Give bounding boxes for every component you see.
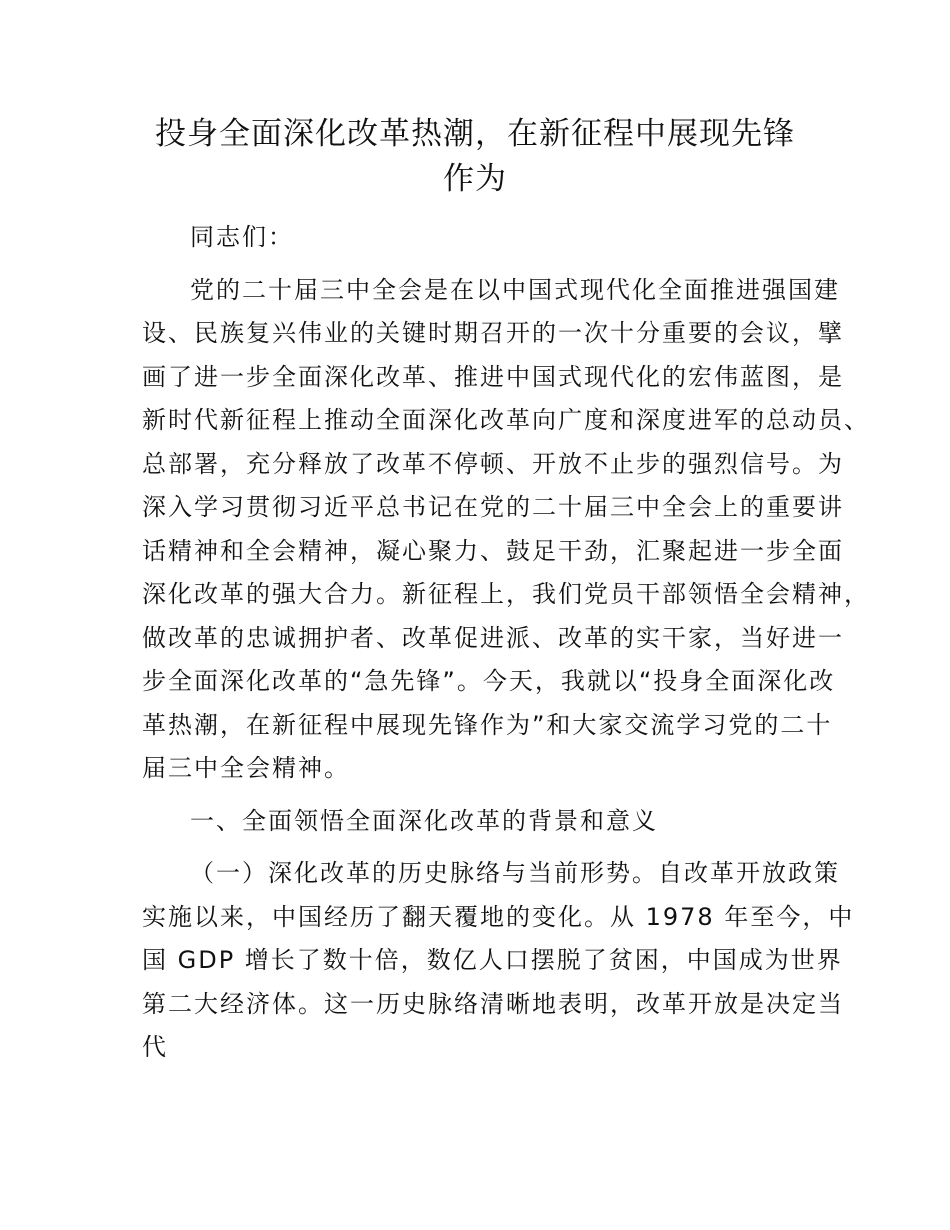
text-line: 革热潮，在新征程中展现先锋作为”和大家交流学习党的二十 [142, 710, 833, 739]
document-title [0, 112, 950, 202]
text-line: 代 [142, 1033, 168, 1061]
title-line: 作为 [443, 161, 507, 197]
text-line: 实施以来，中国经历了翻天覆地的变化。从 1978 年至今，中 [142, 902, 855, 931]
title-line: 投身全面深化改革热潮，在新征程中展现先锋 [155, 116, 795, 152]
section-heading [142, 800, 842, 844]
paragraph [142, 852, 855, 1070]
text-line: 一、全面领悟全面深化改革的背景和意义 [190, 806, 658, 835]
text-line: 新时代新征程上推动全面深化改革向广度和深度进军的总动员、 [142, 406, 870, 434]
text-line: 设、民族复兴伟业的关键时期召开的一次十分重要的会议，擘 [142, 319, 844, 347]
text-line: （一）深化改革的历史脉络与当前形势。自改革开放政策 [190, 859, 840, 887]
text-line: 国 GDP 增长了数十倍，数亿人口摆脱了贫困，中国成为世界 [142, 946, 843, 974]
text-line: 做改革的忠诚拥护者、改革促进派、改革的实干家，当好进一 [142, 623, 844, 652]
greeting-text: 同志们： [190, 223, 294, 251]
text-line: 深入学习贯彻习近平总书记在党的二十届三中全会上的重要讲 [142, 493, 844, 521]
document-body [142, 216, 870, 1079]
text-line: 党的二十届三中全会是在以中国式现代化全面推进强国建 [190, 275, 840, 304]
text-line: 总部署，充分释放了改革不停顿、开放不止步的强烈信号。为 [142, 449, 844, 478]
paragraphs [142, 269, 870, 1070]
text-line: 届三中全会精神。 [142, 754, 350, 782]
text-line: 深化改革的强大合力。新征程上，我们党员干部领悟全会精神， [142, 580, 870, 608]
greeting [142, 216, 842, 260]
text-line: 步全面深化改革的“急先锋”。今天，我就以“投身全面深化改 [142, 667, 836, 695]
text-line: 画了进一步全面深化改革、推进中国式现代化的宏伟蓝图，是 [142, 362, 844, 391]
paragraph [142, 269, 870, 791]
text-line: 第二大经济体。这一历史脉络清晰地表明，改革开放是决定当 [142, 989, 844, 1018]
text-line: 话精神和全会精神，凝心聚力、鼓足干劲，汇聚起进一步全面 [142, 536, 844, 565]
